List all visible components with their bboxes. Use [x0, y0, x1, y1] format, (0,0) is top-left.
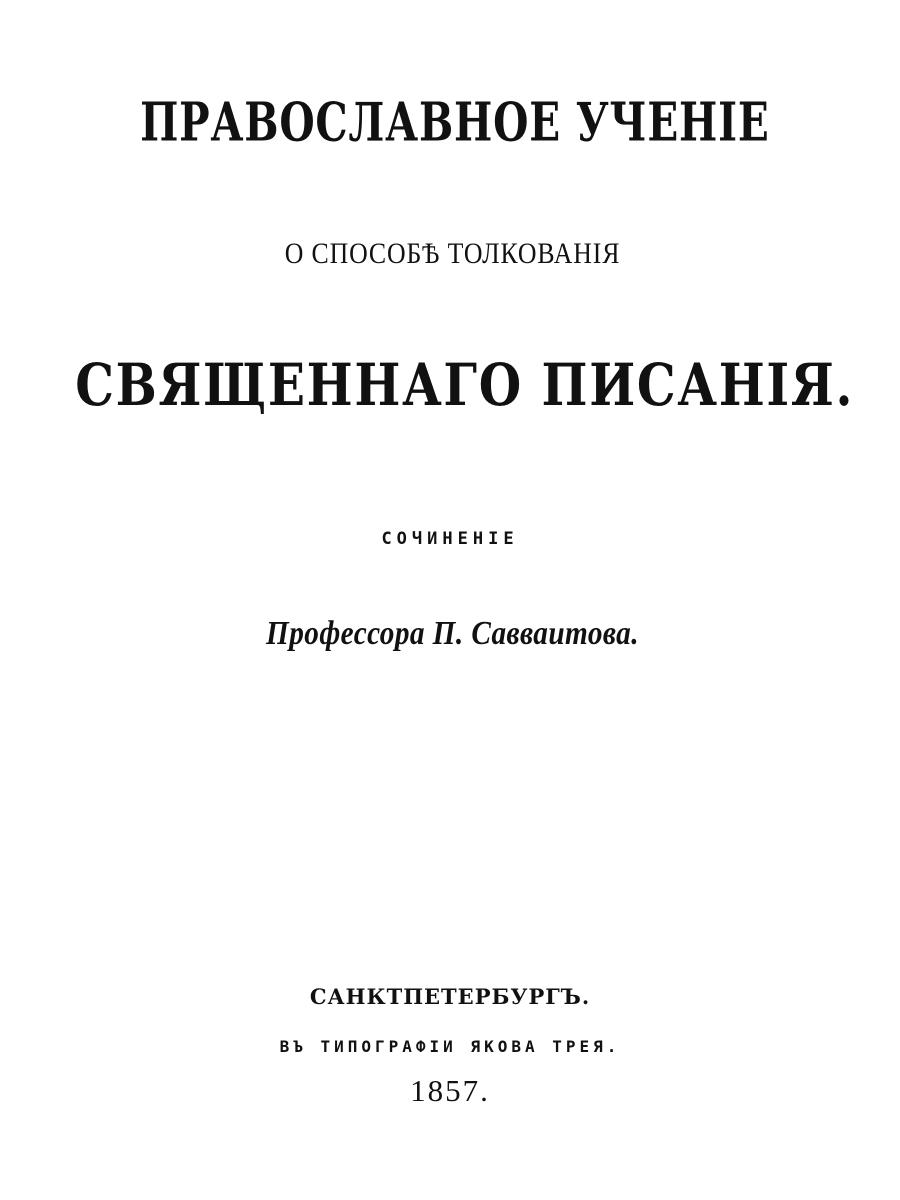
subtitle-second-line: СВЯЩЕННАГО ПИСАНІЯ.: [75, 351, 855, 419]
composition-label: СОЧИНЕНІЕ: [381, 529, 519, 549]
main-title: ПРАВОСЛАВНОЕ УЧЕНІЕ: [140, 91, 770, 154]
publication-year: 1857.: [410, 1073, 490, 1108]
printing-house: ВЪ ТИПОГРАФІИ ЯКОВА ТРЕЯ.: [279, 1037, 621, 1056]
publication-city: САНКТПЕТЕРБУРГЪ.: [309, 984, 591, 1009]
subtitle-first-line: О СПОСОБѢ ТОЛКОВАНІЯ: [284, 237, 621, 270]
author-line: Профессора П. Савваитова.: [266, 615, 639, 652]
